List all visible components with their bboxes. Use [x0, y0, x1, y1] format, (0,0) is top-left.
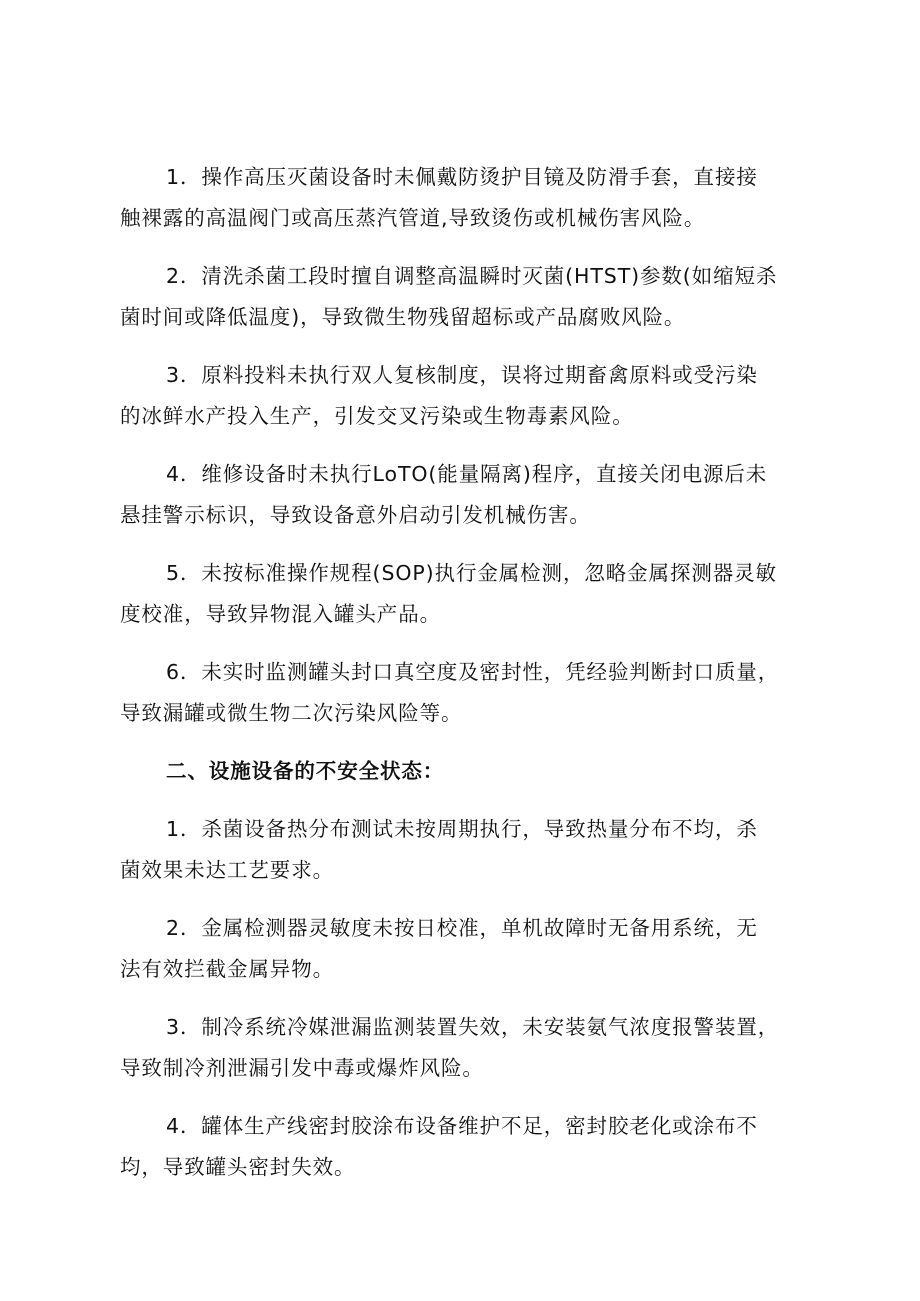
list-item	[120, 553, 820, 635]
section-heading: 二、设施设备的不安全状态：	[166, 759, 445, 783]
list-item	[120, 652, 820, 734]
list-item	[120, 1106, 820, 1188]
paragraph-line: 菌时间或降低温度)，导致微生物残留超标或产品腐败风险。	[120, 305, 686, 329]
list-item	[120, 454, 820, 536]
list-item	[120, 355, 820, 437]
paragraph-line: 触裸露的高温阀门或高压蒸汽管道,导致烫伤或机械伤害风险。	[120, 206, 706, 230]
paragraph-line: 的冰鲜水产投入生产，引发交叉污染或生物毒素风险。	[120, 404, 634, 428]
paragraph-line: 法有效拦截金属异物。	[120, 957, 334, 981]
list-item	[120, 256, 820, 338]
paragraph-line: 导致漏罐或微生物二次污染风险等。	[120, 701, 463, 725]
paragraph-line: 悬挂警示标识，导致设备意外启动引发机械伤害。	[120, 503, 591, 527]
paragraph-line: 4．维修设备时未执行LoTO(能量隔离)程序，直接关闭电源后未	[166, 462, 768, 486]
paragraph-line: 1．操作高压灭菌设备时未佩戴防烫护目镜及防滑手套，直接接	[166, 165, 758, 189]
paragraph-line: 2．金属检测器灵敏度未按日校准，单机故障时无备用系统，无	[166, 916, 758, 940]
paragraph-line: 6．未实时监测罐头封口真空度及密封性，凭经验判断封口质量，	[166, 660, 780, 684]
list-item	[120, 908, 820, 990]
paragraph-line: 1．杀菌设备热分布测试未按周期执行，导致热量分布不均，杀	[166, 817, 758, 841]
paragraph-line: 3．制冷系统冷媒泄漏监测装置失效，未安装氨气浓度报警装置，	[166, 1015, 780, 1039]
paragraph-line: 2．清洗杀菌工段时擅自调整高温瞬时灭菌(HTST)参数(如缩短杀	[166, 264, 778, 288]
paragraph-line: 5．未按标准操作规程(SOP)执行金属检测，忽略金属探测器灵敏	[166, 561, 777, 585]
list-item	[120, 809, 820, 891]
paragraph-line: 均，导致罐头密封失效。	[120, 1155, 356, 1179]
list-item	[120, 157, 820, 239]
paragraph-line: 3．原料投料未执行双人复核制度，误将过期畜禽原料或受污染	[166, 363, 758, 387]
paragraph-line: 菌效果未达工艺要求。	[120, 858, 334, 882]
document-body	[120, 157, 820, 1205]
paragraph-line: 度校准，导致异物混入罐头产品。	[120, 602, 441, 626]
list-item	[120, 1007, 820, 1089]
paragraph-line: 导致制冷剂泄漏引发中毒或爆炸风险。	[120, 1056, 484, 1080]
paragraph-line: 4．罐体生产线密封胶涂布设备维护不足，密封胶老化或涂布不	[166, 1114, 758, 1138]
